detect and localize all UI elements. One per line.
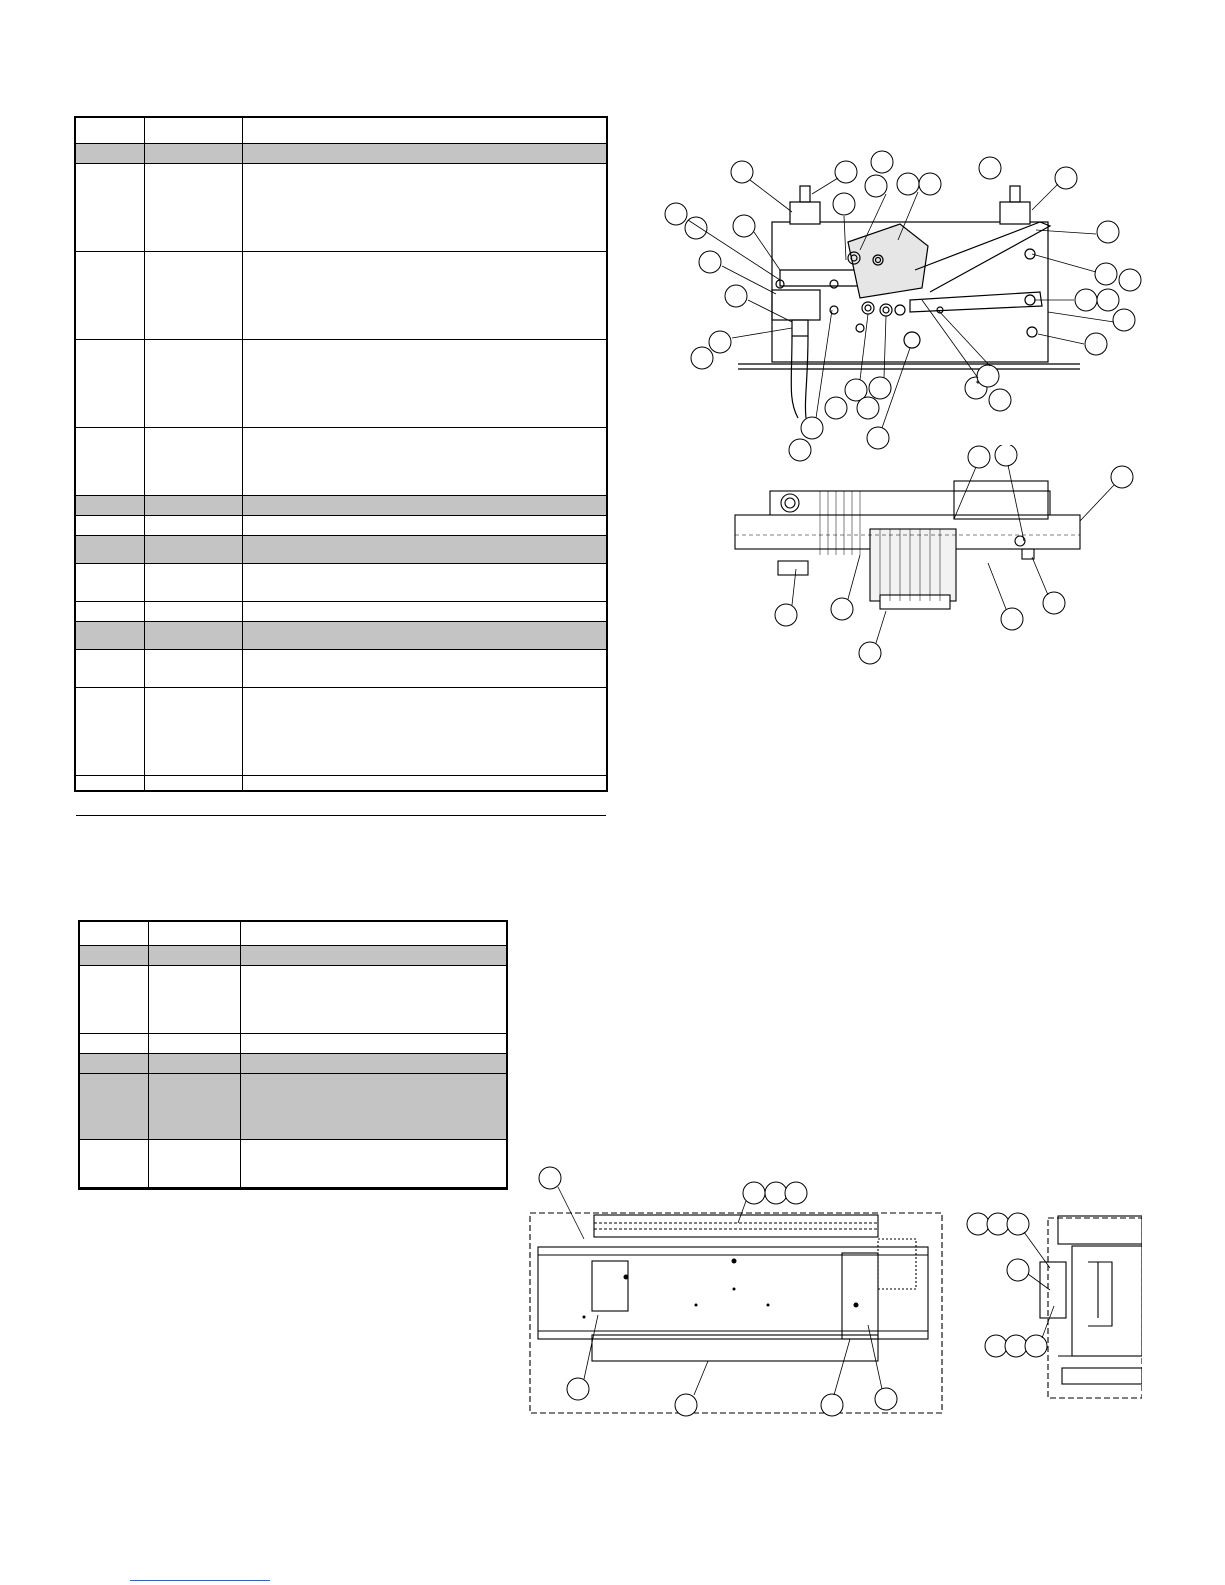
parts-top-cell-item <box>76 118 144 143</box>
parts-top-cell-item <box>76 164 144 251</box>
parts-bottom-cell-item <box>80 1054 148 1073</box>
parts-bottom-cell-part <box>148 946 240 965</box>
parts-top-cell-part <box>144 688 242 775</box>
parts-top-cell-part <box>144 164 242 251</box>
parts-top-cell-part <box>144 118 242 143</box>
parts-top-column-divider <box>144 118 145 790</box>
parts-bottom-cell-desc <box>240 1074 506 1139</box>
parts-bottom-cell-item <box>80 966 148 1033</box>
parts-bottom-cell-part <box>148 922 240 945</box>
parts-bottom-row <box>80 1034 506 1054</box>
parts-bottom-row <box>80 1140 506 1188</box>
parts-top-row <box>76 688 606 776</box>
parts-bottom-column-divider <box>148 922 149 1188</box>
parts-top-column-divider <box>242 118 243 790</box>
parts-top-cell-item <box>76 688 144 775</box>
parts-top-cell-part <box>144 496 242 515</box>
parts-top-row <box>76 564 606 602</box>
parts-top-cell-part <box>144 536 242 563</box>
parts-top-cell-part <box>144 564 242 601</box>
parts-top-cell-item <box>76 144 144 163</box>
parts-top-row <box>76 252 606 340</box>
parts-bottom-row <box>80 922 506 946</box>
parts-top-cell-desc <box>242 622 606 649</box>
parts-top-cell-item <box>76 496 144 515</box>
parts-bottom-row <box>80 966 506 1034</box>
parts-top-cell-part <box>144 340 242 427</box>
parts-top-row <box>76 516 606 536</box>
parts-bottom-cell-part <box>148 1034 240 1053</box>
parts-bottom-cell-desc <box>240 946 506 965</box>
parts-top-row <box>76 536 606 564</box>
parts-top-row <box>76 428 606 496</box>
parts-top-row <box>76 602 606 622</box>
parts-top-cell-desc <box>242 496 606 515</box>
parts-bottom-cell-desc <box>240 966 506 1033</box>
parts-top-cell-part <box>144 622 242 649</box>
parts-top-cell-desc <box>242 688 606 775</box>
assembly-drawing-side-view <box>660 150 1150 470</box>
parts-top-cell-part <box>144 776 242 815</box>
parts-top-cell-item <box>76 536 144 563</box>
parts-bottom-cell-desc <box>240 1054 506 1073</box>
parts-top-row <box>76 776 606 816</box>
parts-bottom-row <box>80 946 506 966</box>
parts-top-cell-desc <box>242 164 606 251</box>
parts-bottom-cell-part <box>148 1140 240 1187</box>
parts-top-cell-part <box>144 252 242 339</box>
parts-top-row <box>76 496 606 516</box>
parts-bottom-cell-part <box>148 966 240 1033</box>
parts-bottom-column-divider <box>240 922 241 1188</box>
parts-top-cell-desc <box>242 252 606 339</box>
parts-top-row <box>76 622 606 650</box>
frame-drawing-side-view <box>962 1196 1142 1406</box>
parts-top-row <box>76 118 606 144</box>
parts-top-cell-item <box>76 622 144 649</box>
parts-top-cell-desc <box>242 776 606 815</box>
parts-top-cell-item <box>76 776 144 815</box>
parts-top-row <box>76 144 606 164</box>
frame-drawing-front-view <box>528 1165 948 1420</box>
parts-bottom-cell-part <box>148 1054 240 1073</box>
assembly-drawing-top-view <box>730 445 1140 670</box>
parts-top-cell-desc <box>242 340 606 427</box>
parts-top-cell-item <box>76 252 144 339</box>
page-footer-rule <box>130 1580 270 1581</box>
parts-table-top <box>74 116 608 792</box>
parts-top-cell-item <box>76 516 144 535</box>
parts-top-cell-part <box>144 516 242 535</box>
parts-top-cell-part <box>144 144 242 163</box>
parts-bottom-row <box>80 1054 506 1074</box>
parts-bottom-cell-item <box>80 922 148 945</box>
parts-bottom-cell-desc <box>240 1034 506 1053</box>
parts-bottom-cell-item <box>80 1034 148 1053</box>
parts-top-cell-desc <box>242 144 606 163</box>
parts-top-cell-desc <box>242 516 606 535</box>
parts-top-cell-desc <box>242 428 606 495</box>
parts-top-row <box>76 650 606 688</box>
parts-bottom-cell-item <box>80 1074 148 1139</box>
parts-top-cell-part <box>144 428 242 495</box>
parts-bottom-cell-item <box>80 946 148 965</box>
parts-top-cell-part <box>144 602 242 621</box>
parts-top-cell-item <box>76 650 144 687</box>
parts-top-row <box>76 340 606 428</box>
parts-top-cell-item <box>76 564 144 601</box>
parts-top-cell-desc <box>242 536 606 563</box>
parts-top-cell-item <box>76 428 144 495</box>
parts-top-cell-desc <box>242 118 606 143</box>
parts-table-bottom <box>78 920 508 1190</box>
parts-top-cell-item <box>76 602 144 621</box>
parts-bottom-row <box>80 1074 506 1140</box>
parts-bottom-cell-desc <box>240 1140 506 1187</box>
parts-bottom-cell-desc <box>240 922 506 945</box>
parts-top-cell-desc <box>242 650 606 687</box>
parts-bottom-cell-part <box>148 1074 240 1139</box>
parts-top-cell-desc <box>242 602 606 621</box>
parts-top-cell-item <box>76 340 144 427</box>
parts-top-row <box>76 164 606 252</box>
parts-top-cell-part <box>144 650 242 687</box>
parts-top-cell-desc <box>242 564 606 601</box>
parts-bottom-cell-item <box>80 1140 148 1187</box>
